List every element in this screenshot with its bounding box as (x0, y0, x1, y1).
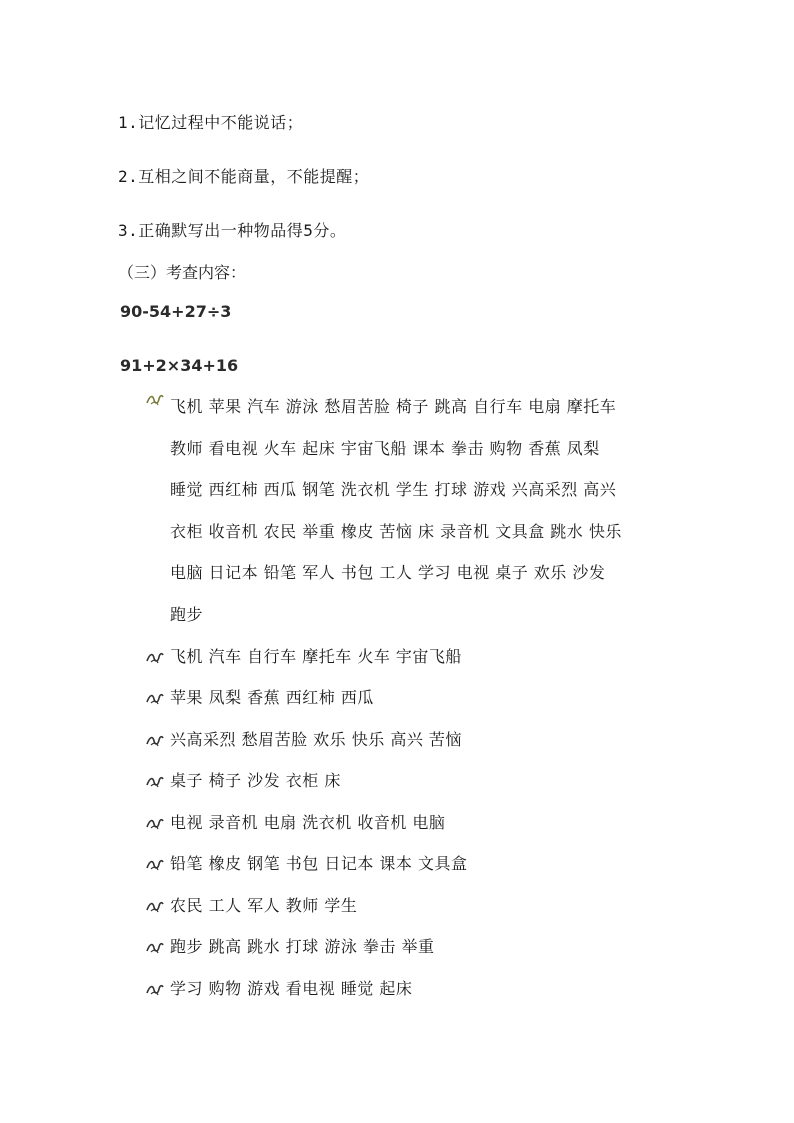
category-row (146, 811, 445, 835)
category-text: 农民 工人 军人 教师 学生 (170, 896, 358, 915)
word-list-line: 衣柜 收音机 农民 举重 橡皮 苦恼 床 录音机 文具盒 跳水 快乐 (170, 521, 622, 541)
word-list-line: 跑步 (170, 604, 204, 624)
swirl-bullet-icon (146, 899, 164, 913)
rule-3: 3.正确默写出一种物品得5分。 (118, 221, 347, 240)
word-list-block (146, 386, 706, 635)
swirl-bullet-icon (146, 940, 164, 954)
swirl-bullet-icon (146, 816, 164, 830)
category-text: 苹果 凤梨 香蕉 西红柿 西瓜 (170, 688, 374, 707)
swirl-bullet-icon (146, 392, 164, 406)
swirl-bullet-icon (146, 650, 164, 664)
rule-1: 1.记忆过程中不能说话； (118, 113, 304, 132)
category-text: 桌子 椅子 沙发 衣柜 床 (170, 771, 341, 790)
category-row (146, 977, 412, 1001)
swirl-bullet-icon (146, 857, 164, 871)
word-list-line: 电脑 日记本 铅笔 军人 书包 工人 学习 电视 桌子 欢乐 沙发 (170, 563, 606, 582)
word-list-line: 飞机 苹果 汽车 游泳 愁眉苦脸 椅子 跳高 自行车 电扇 摩托车 (170, 397, 617, 416)
word-list-line: 教师 看电视 火车 起床 宇宙飞船 课本 拳击 购物 香蕉 凤梨 (170, 438, 600, 458)
category-row (146, 728, 462, 752)
category-row (146, 645, 462, 669)
word-list-line: 睡觉 西红柿 西瓜 钢笔 洗衣机 学生 打球 游戏 兴高采烈 高兴 (170, 480, 617, 499)
section-title: （三）考查内容： (118, 263, 247, 282)
formula-1: 90-54+27÷3 (120, 302, 232, 321)
category-row (146, 935, 435, 959)
rule-2: 2.互相之间不能商量，不能提醒； (118, 167, 370, 186)
swirl-bullet-icon (146, 691, 164, 705)
category-row (146, 852, 468, 876)
category-row (146, 894, 357, 918)
formula-2: 91+2×34+16 (120, 356, 239, 375)
category-text: 兴高采烈 愁眉苦脸 欢乐 快乐 高兴 苦恼 (170, 730, 462, 749)
category-text: 学习 购物 游戏 看电视 睡觉 起床 (170, 979, 413, 998)
category-row (146, 686, 374, 710)
category-row (146, 769, 341, 793)
category-text: 电视 录音机 电扇 洗衣机 收音机 电脑 (170, 813, 446, 832)
category-text: 跑步 跳高 跳水 打球 游泳 拳击 举重 (170, 937, 435, 956)
swirl-bullet-icon (146, 733, 164, 747)
category-text: 铅笔 橡皮 钢笔 书包 日记本 课本 文具盒 (170, 854, 468, 873)
category-text: 飞机 汽车 自行车 摩托车 火车 宇宙飞船 (170, 647, 462, 666)
swirl-bullet-icon (146, 774, 164, 788)
word-list-text (170, 386, 706, 635)
swirl-bullet-icon (146, 982, 164, 996)
